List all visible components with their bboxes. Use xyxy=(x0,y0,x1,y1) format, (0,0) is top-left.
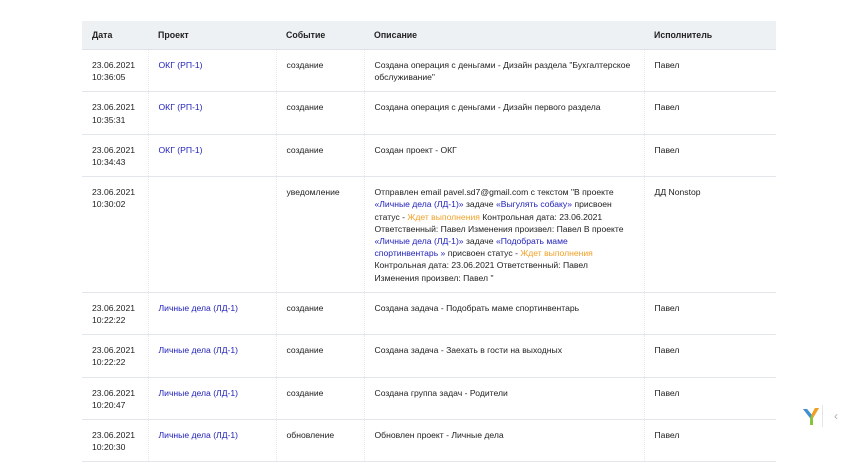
cell-description: Создана операция с деньгами - Дизайн первого раздела xyxy=(364,92,644,134)
cell-project xyxy=(148,377,276,419)
description-text: Контрольная дата: 23.06.2021 Ответственный: Павел Изменения произвел: Павел В проекте xyxy=(374,211,624,234)
project-link[interactable]: ОКГ (РП-1) xyxy=(158,60,203,70)
cell-description: Создан проект - ОКГ xyxy=(364,134,644,176)
cell-event: обновление xyxy=(276,420,364,462)
cell-executor: Павел xyxy=(644,134,776,176)
task-link[interactable]: «Подобрать маме спортинвентарь » xyxy=(374,236,568,259)
cell-executor: Павел xyxy=(644,92,776,134)
cell-date xyxy=(82,177,148,293)
table-row xyxy=(82,92,776,134)
column-header-description[interactable]: Описание xyxy=(364,21,644,50)
task-link[interactable]: «Выгулять собаку» xyxy=(495,199,573,210)
description-text: Отправлен email pavel.sd7@gmail.com с текстом "В проекте xyxy=(374,187,614,198)
cell-date xyxy=(82,292,148,334)
cell-date xyxy=(82,50,148,92)
project-link[interactable]: Личные дела (ЛД-1) xyxy=(158,430,239,441)
column-header-executor[interactable]: Исполнитель xyxy=(644,21,776,50)
project-link[interactable]: «Личные дела (ЛД-1)» xyxy=(374,199,464,210)
table-row xyxy=(82,420,776,462)
time-text: 10:35:31 xyxy=(92,114,126,125)
column-header-date[interactable]: Дата xyxy=(82,21,148,50)
cell-executor: Павел xyxy=(644,377,776,419)
cell-project xyxy=(148,50,276,92)
date-text: 23.06.2021 xyxy=(92,187,136,198)
time-text: 10:34:43 xyxy=(92,157,126,168)
project-link[interactable]: Личные дела (ЛД-1) xyxy=(158,345,239,356)
table-row xyxy=(82,50,776,92)
cell-project xyxy=(148,134,276,176)
date-text: 23.06.2021 xyxy=(92,102,136,113)
column-header-project[interactable]: Проект xyxy=(148,21,276,50)
cell-description xyxy=(364,177,644,293)
date-text: 23.06.2021 xyxy=(92,387,136,398)
cell-event: создание xyxy=(276,50,364,92)
chevron-left-icon[interactable]: ‹ xyxy=(822,405,849,427)
description-text: задаче xyxy=(463,236,496,247)
cell-project xyxy=(148,92,276,134)
date-text: 23.06.2021 xyxy=(92,302,136,313)
cell-project xyxy=(148,420,276,462)
event-log-table-container xyxy=(82,21,776,462)
time-text: 10:30:02 xyxy=(92,199,126,210)
cell-event: создание xyxy=(276,292,364,334)
description-text: Контрольная дата: 23.06.2021 Ответственный: Павел Изменения произвел: Павел " xyxy=(374,260,588,283)
cell-project xyxy=(148,335,276,377)
cell-description: Обновлен проект - Личные дела xyxy=(364,420,644,462)
time-text: 10:36:05 xyxy=(92,72,126,83)
table-row xyxy=(82,335,776,377)
cell-description: Создана задача - Подобрать маме спортинвентарь xyxy=(364,292,644,334)
project-link[interactable]: Личные дела (ЛД-1) xyxy=(158,302,239,313)
cell-project xyxy=(148,292,276,334)
cell-event: создание xyxy=(276,335,364,377)
description-text: задаче xyxy=(463,199,496,210)
table-row xyxy=(82,377,776,419)
cell-date xyxy=(82,335,148,377)
date-text: 23.06.2021 xyxy=(92,345,136,356)
column-header-event[interactable]: Событие xyxy=(276,21,364,50)
cell-executor: Павел xyxy=(644,50,776,92)
cell-event: создание xyxy=(276,377,364,419)
cell-date xyxy=(82,377,148,419)
project-link[interactable]: «Личные дела (ЛД-1)» xyxy=(374,236,464,247)
cell-executor: Павел xyxy=(644,292,776,334)
time-text: 10:22:22 xyxy=(92,357,126,368)
table-header-row xyxy=(82,21,776,50)
cell-event: уведомление xyxy=(276,177,364,293)
cell-date xyxy=(82,92,148,134)
project-link[interactable]: ОКГ (РП-1) xyxy=(158,144,203,155)
cell-executor: Павел xyxy=(644,420,776,462)
cell-description: Создана задача - Заехать в гости на выходных xyxy=(364,335,644,377)
project-link[interactable]: ОКГ (РП-1) xyxy=(158,102,203,113)
table-row xyxy=(82,177,776,293)
project-link[interactable]: Личные дела (ЛД-1) xyxy=(158,387,239,398)
cell-event: создание xyxy=(276,134,364,176)
description-text: присвоен статус - xyxy=(445,248,521,259)
status-label: Ждет выполнения xyxy=(407,211,480,222)
time-text: 10:22:22 xyxy=(92,315,126,326)
cell-description: Создана операция с деньгами - Дизайн раздела "Бухгалтерское обслуживание" xyxy=(364,50,644,92)
cell-executor: Павел xyxy=(644,335,776,377)
table-row xyxy=(82,292,776,334)
description-text: присвоен статус - xyxy=(374,199,612,222)
status-label: Ждет выполнения xyxy=(520,248,593,259)
time-text: 10:20:47 xyxy=(92,399,126,410)
cell-event: создание xyxy=(276,92,364,134)
debug-toolbar xyxy=(800,405,856,427)
yii-logo-icon[interactable] xyxy=(800,405,822,427)
cell-project xyxy=(148,177,276,293)
date-text: 23.06.2021 xyxy=(92,144,136,155)
event-log-table xyxy=(82,21,776,462)
date-text: 23.06.2021 xyxy=(92,430,136,441)
cell-description: Создана группа задач - Родители xyxy=(364,377,644,419)
cell-executor: ДД Nonstop xyxy=(644,177,776,293)
cell-date xyxy=(82,420,148,462)
time-text: 10:20:30 xyxy=(92,442,126,453)
date-text: 23.06.2021 xyxy=(92,60,136,70)
table-row xyxy=(82,134,776,176)
cell-date xyxy=(82,134,148,176)
